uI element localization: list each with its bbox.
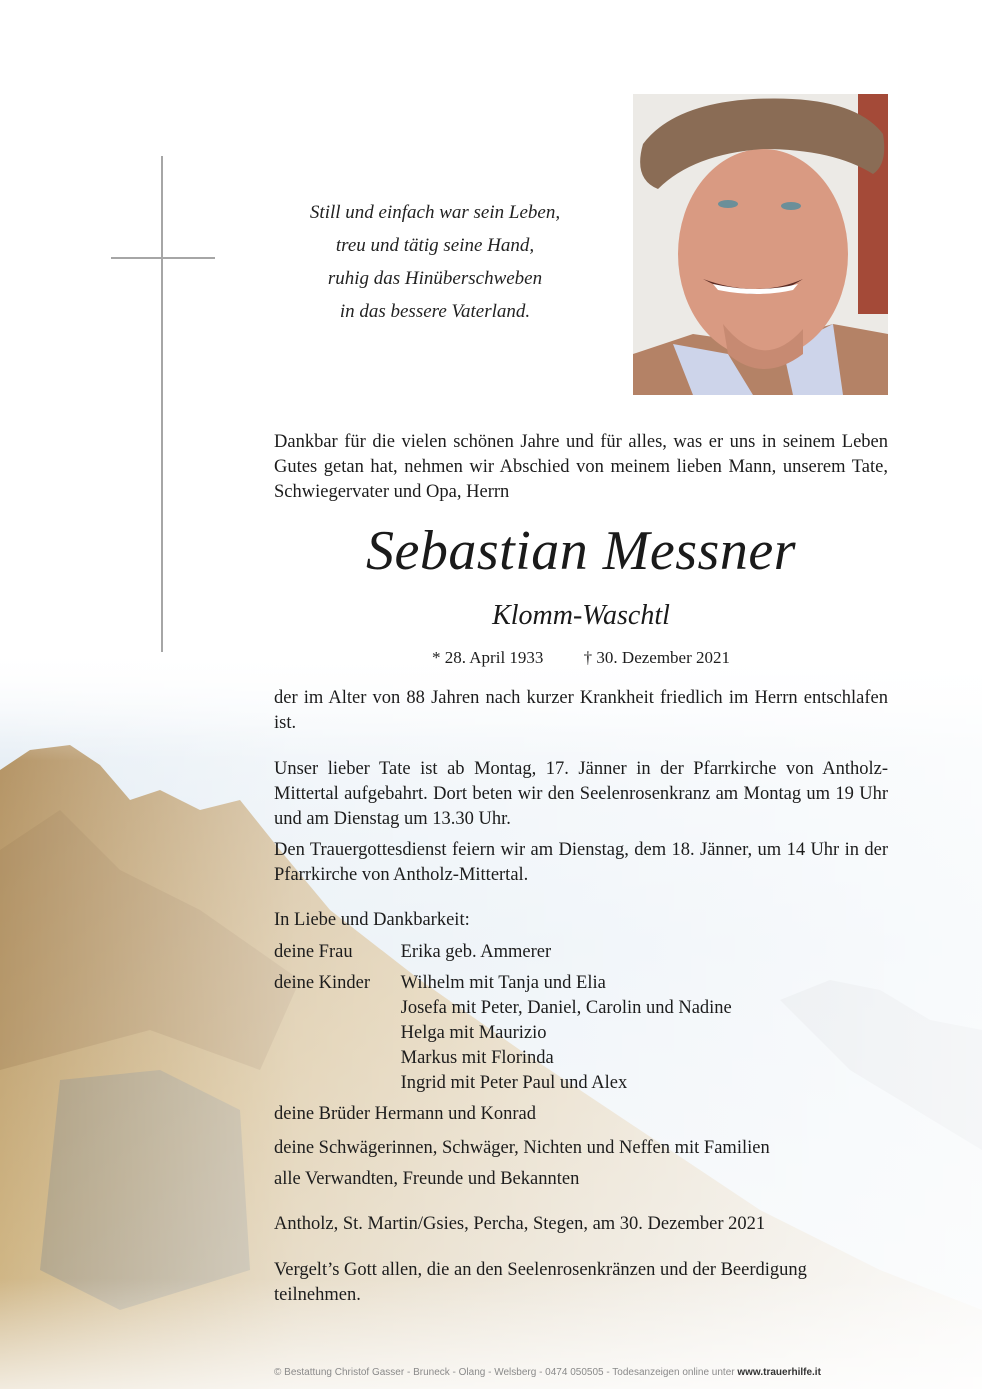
relation-names	[401, 971, 732, 1096]
birth-date: * 28. April 1933	[431, 648, 544, 667]
verse-line: treu und tätig seine Hand,	[335, 235, 535, 256]
cross-icon	[161, 156, 163, 652]
footer-text: © Bestattung Christof Gasser - Bruneck - Olang - Welsberg - 0474 050505 - Todesanzeigen online unter	[274, 1367, 738, 1378]
mourner-brothers: deine Brüder Hermann und Konrad	[274, 1104, 536, 1124]
mourner-others: alle Verwandten, Freunde und Bekannten	[274, 1169, 580, 1189]
verse-line: ruhig das Hinüberschweben	[327, 268, 543, 289]
passing-paragraph: der im Alter von 88 Jahren nach kurzer Krankheit friedlich im Herrn entschlafen ist.	[274, 688, 888, 733]
mourner-name: Markus mit Florinda	[400, 1048, 554, 1068]
thanks-text: Vergelt’s Gott allen, die an den Seelenrosenkränzen und der Beerdigung teilnehmen.	[274, 1260, 807, 1305]
cross-icon-bar	[111, 257, 215, 259]
verse-line: Still und einfach war sein Leben,	[309, 202, 561, 223]
life-dates	[274, 645, 888, 671]
mourner-wife	[274, 940, 551, 965]
place-date: Antholz, St. Martin/Gsies, Percha, Stegen, am 30. Dezember 2021	[274, 1214, 766, 1234]
mourner-in-laws: deine Schwägerinnen, Schwäger, Nichten und Neffen mit Familien	[274, 1138, 770, 1158]
relation-label: deine Kinder	[274, 973, 371, 993]
funeral-paragraph: Den Trauergottesdienst feiern wir am Dienstag, dem 18. Jänner, um 14 Uhr in der Pfarrkirche von Antholz-Mittertal.	[274, 840, 888, 885]
relation-label: deine Frau	[274, 942, 353, 962]
intro-text: Dankbar für die vielen schönen Jahre und für alles, was er uns in seinem Leben Gutes getan hat, nehmen wir Abschied von meinem lieben Mann, unserem Tate, Schwiegervater und Opa, Herrn	[274, 432, 888, 502]
mourner-name: Erika geb. Ammerer	[400, 942, 552, 962]
mourner-name: Ingrid mit Peter Paul und Alex	[400, 1073, 628, 1093]
deceased-name: Sebastian Messner	[365, 520, 796, 582]
memorial-verse	[270, 196, 600, 328]
footer-credit	[274, 1367, 821, 1378]
verse-line: in das bessere Vaterland.	[339, 301, 531, 322]
deceased-nickname: Klomm-Waschtl	[492, 600, 670, 631]
mourner-children	[274, 971, 732, 1096]
mourner-name: Wilhelm mit Tanja und Elia	[400, 973, 606, 993]
relation-names	[401, 940, 552, 965]
mourner-name: Helga mit Maurizio	[400, 1023, 547, 1043]
wake-paragraph: Unser lieber Tate ist ab Montag, 17. Jänner in der Pfarrkirche von Antholz-Mittertal aufgebahrt. Dort beten wir den Seelenrosenkranz am Montag um 19 Uhr und am Dienstag um 13.30 Uhr.	[274, 759, 888, 829]
footer-link[interactable]: www.trauerhilfe.it	[737, 1367, 821, 1378]
mourners-intro: In Liebe und Dankbarkeit:	[274, 910, 470, 930]
portrait-photo	[633, 94, 888, 395]
mourner-name: Josefa mit Peter, Daniel, Carolin und Nadine	[400, 998, 732, 1018]
death-date: † 30. Dezember 2021	[583, 648, 731, 667]
